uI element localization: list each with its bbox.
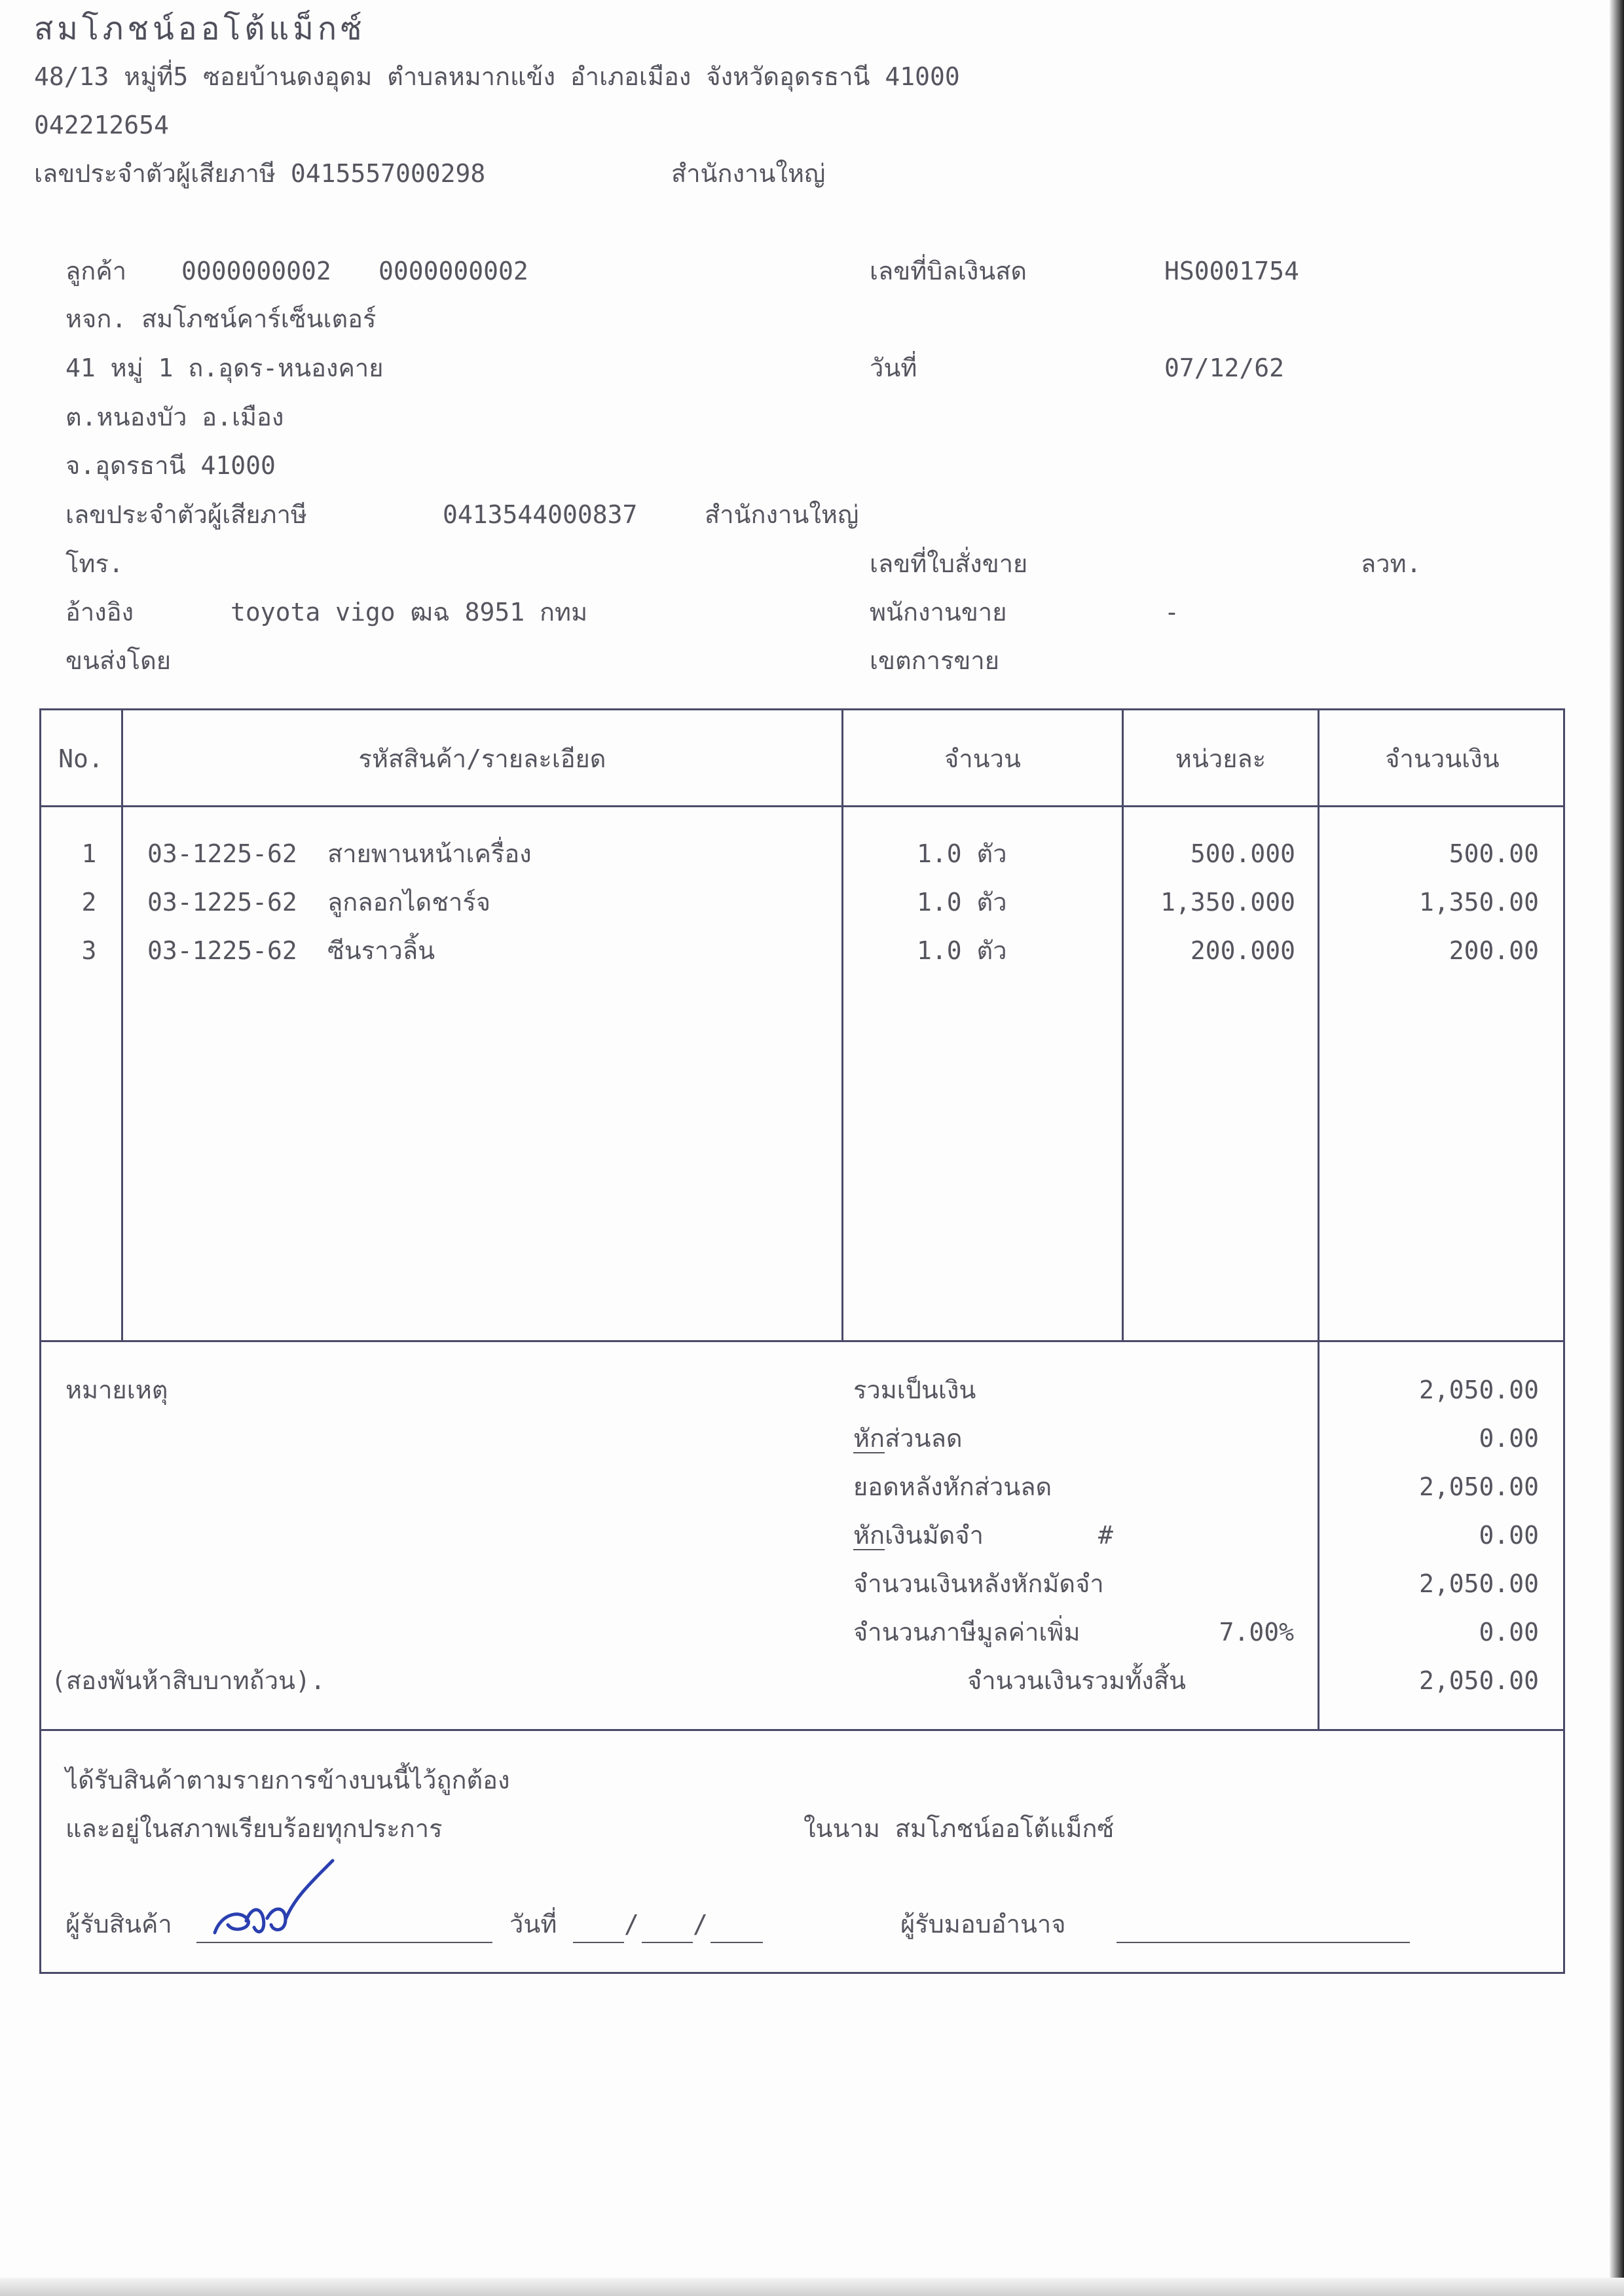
row-unit-price: 200.000 xyxy=(1190,936,1295,965)
table-body-divider xyxy=(39,1340,1565,1342)
customer-name: หจก. สมโภชน์คาร์เซ็นเตอร์ xyxy=(65,304,377,333)
amount-in-words: (สองพันห้าสิบบาทถ้วน). xyxy=(51,1666,325,1695)
authorized-signature-line xyxy=(1116,1942,1410,1943)
customer-code-2: 0000000002 xyxy=(378,257,528,285)
customer-branch: สำนักงานใหญ่ xyxy=(705,500,859,529)
company-tax-id: เลขประจำตัวผู้เสียภาษี 0415557000298 xyxy=(34,159,486,188)
customer-code-1: 0000000002 xyxy=(181,257,331,285)
deposit-prefix: หัก xyxy=(853,1521,885,1550)
table-header-divider xyxy=(39,805,1565,807)
row-amount: 500.00 xyxy=(1449,839,1539,868)
after-deposit-label: จำนวนเงินหลังหักมัดจำ xyxy=(853,1569,1104,1598)
col-divider-desc xyxy=(841,708,843,1342)
receive-date-month-line xyxy=(642,1942,693,1943)
customer-phone-label: โทร. xyxy=(65,549,124,578)
invoice-number-label: เลขที่บิลเงินสด xyxy=(870,257,1027,285)
company-branch: สำนักงานใหญ่ xyxy=(671,159,826,188)
totals-divider xyxy=(39,1729,1565,1731)
deposit-text: เงินมัดจำ xyxy=(885,1521,984,1550)
after-deposit-value: 2,050.00 xyxy=(1418,1569,1539,1598)
discount-label xyxy=(853,1426,963,1451)
header-description: รหัสสินค้า/รายละเอียด xyxy=(358,744,606,773)
reference-value: toyota vigo ฒฉ 8951 กทม xyxy=(231,598,588,627)
company-phone: 042212654 xyxy=(34,111,169,139)
after-discount-label: ยอดหลังหักส่วนลด xyxy=(853,1472,1052,1501)
row-unit-price: 1,350.000 xyxy=(1160,888,1295,917)
sales-order-label: เลขที่ใบสั่งขาย xyxy=(870,549,1028,578)
col-divider-no xyxy=(121,708,123,1342)
row-description: ซีนราวลิ้น xyxy=(327,936,435,965)
grand-total-label: จำนวนเงินรวมทั้งสิ้น xyxy=(967,1666,1186,1695)
discount-prefix: หัก xyxy=(853,1424,885,1453)
deposit-hash: # xyxy=(1098,1521,1113,1550)
scan-edge-shadow xyxy=(1610,0,1624,2296)
vat-value: 0.00 xyxy=(1479,1618,1539,1647)
row-quantity: 1.0 ตัว xyxy=(917,888,1007,917)
handwritten-signature xyxy=(208,1848,352,1952)
sales-area-label: เขตการขาย xyxy=(870,646,999,675)
authorized-person-label: ผู้รับมอบอำนาจ xyxy=(900,1910,1066,1939)
company-name: สมโภชน์ออโต้แม็กซ์ xyxy=(34,10,366,47)
customer-tax-id: 0413544000837 xyxy=(443,500,638,529)
on-behalf-of: ในนาม สมโภชน์ออโต้แม็กซ์ xyxy=(803,1814,1115,1843)
company-address: 48/13 หมู่ที่5 ซอยบ้านดงอุดม ตำบลหมากแข้ง อำเภอเมือง จังหวัดอุดรธานี 41000 xyxy=(34,62,960,91)
salesperson-label: พนักงานขาย xyxy=(870,598,1007,627)
row-amount: 1,350.00 xyxy=(1418,888,1539,917)
receive-date-label: วันที่ xyxy=(509,1910,557,1939)
row-unit-price: 500.000 xyxy=(1190,839,1295,868)
header-amount: จำนวนเงิน xyxy=(1385,744,1500,773)
customer-address-1: 41 หมู่ 1 ถ.อุดร-หนองคาย xyxy=(65,354,384,382)
row-quantity: 1.0 ตัว xyxy=(917,839,1007,868)
row-no: 2 xyxy=(81,888,97,917)
date-slash-1: / xyxy=(624,1910,639,1939)
discount-value: 0.00 xyxy=(1479,1424,1539,1453)
shipping-label: ขนส่งโดย xyxy=(65,646,172,675)
row-code: 03-1225-62 xyxy=(147,888,297,917)
receive-date-day-line xyxy=(573,1942,624,1943)
header-quantity: จำนวน xyxy=(944,744,1021,773)
row-description: สายพานหน้าเครื่อง xyxy=(327,839,532,868)
row-code: 03-1225-62 xyxy=(147,839,297,868)
discount-text: ส่วนลด xyxy=(885,1424,963,1453)
sales-order-value: ลวท. xyxy=(1361,549,1422,578)
date-slash-2: / xyxy=(693,1910,708,1939)
row-description: ลูกลอกไดชาร์จ xyxy=(327,888,491,917)
invoice-date-label: วันที่ xyxy=(870,354,917,382)
deposit-value: 0.00 xyxy=(1479,1521,1539,1550)
remark-label: หมายเหตุ xyxy=(65,1376,168,1404)
customer-label: ลูกค้า xyxy=(65,257,127,285)
deposit-label xyxy=(853,1523,984,1548)
row-quantity: 1.0 ตัว xyxy=(917,936,1007,965)
after-discount-value: 2,050.00 xyxy=(1418,1472,1539,1501)
customer-address-2: ต.หนองบัว อ.เมือง xyxy=(65,403,284,431)
customer-address-3: จ.อุดรธานี 41000 xyxy=(65,451,276,480)
customer-tax-label: เลขประจำตัวผู้เสียภาษี xyxy=(65,500,307,529)
col-divider-qty xyxy=(1122,708,1124,1342)
vat-label: จำนวนภาษีมูลค่าเพิ่ม xyxy=(853,1618,1080,1647)
row-code: 03-1225-62 xyxy=(147,936,297,965)
receive-date-year-line xyxy=(710,1942,763,1943)
grand-total-value: 2,050.00 xyxy=(1418,1666,1539,1695)
subtotal-label: รวมเป็นเงิน xyxy=(853,1376,976,1404)
reference-label: อ้างอิง xyxy=(65,598,134,627)
row-amount: 200.00 xyxy=(1449,936,1539,965)
vat-rate: 7.00% xyxy=(1219,1618,1294,1647)
salesperson-value: - xyxy=(1164,598,1179,627)
received-statement-2: และอยู่ในสภาพเรียบร้อยทุกประการ xyxy=(65,1814,443,1843)
received-statement-1: ได้รับสินค้าตามรายการข้างบนนี้ไว้ถูกต้อง xyxy=(65,1766,510,1795)
receiver-label: ผู้รับสินค้า xyxy=(65,1910,172,1939)
invoice-date: 07/12/62 xyxy=(1164,354,1285,382)
row-no: 3 xyxy=(81,936,97,965)
row-no: 1 xyxy=(81,839,97,868)
header-unit-price: หน่วยละ xyxy=(1175,744,1266,773)
header-no: No. xyxy=(58,744,103,773)
scan-bottom-edge xyxy=(0,2278,1624,2296)
subtotal-value: 2,050.00 xyxy=(1418,1376,1539,1404)
invoice-number: HS0001754 xyxy=(1164,257,1299,285)
